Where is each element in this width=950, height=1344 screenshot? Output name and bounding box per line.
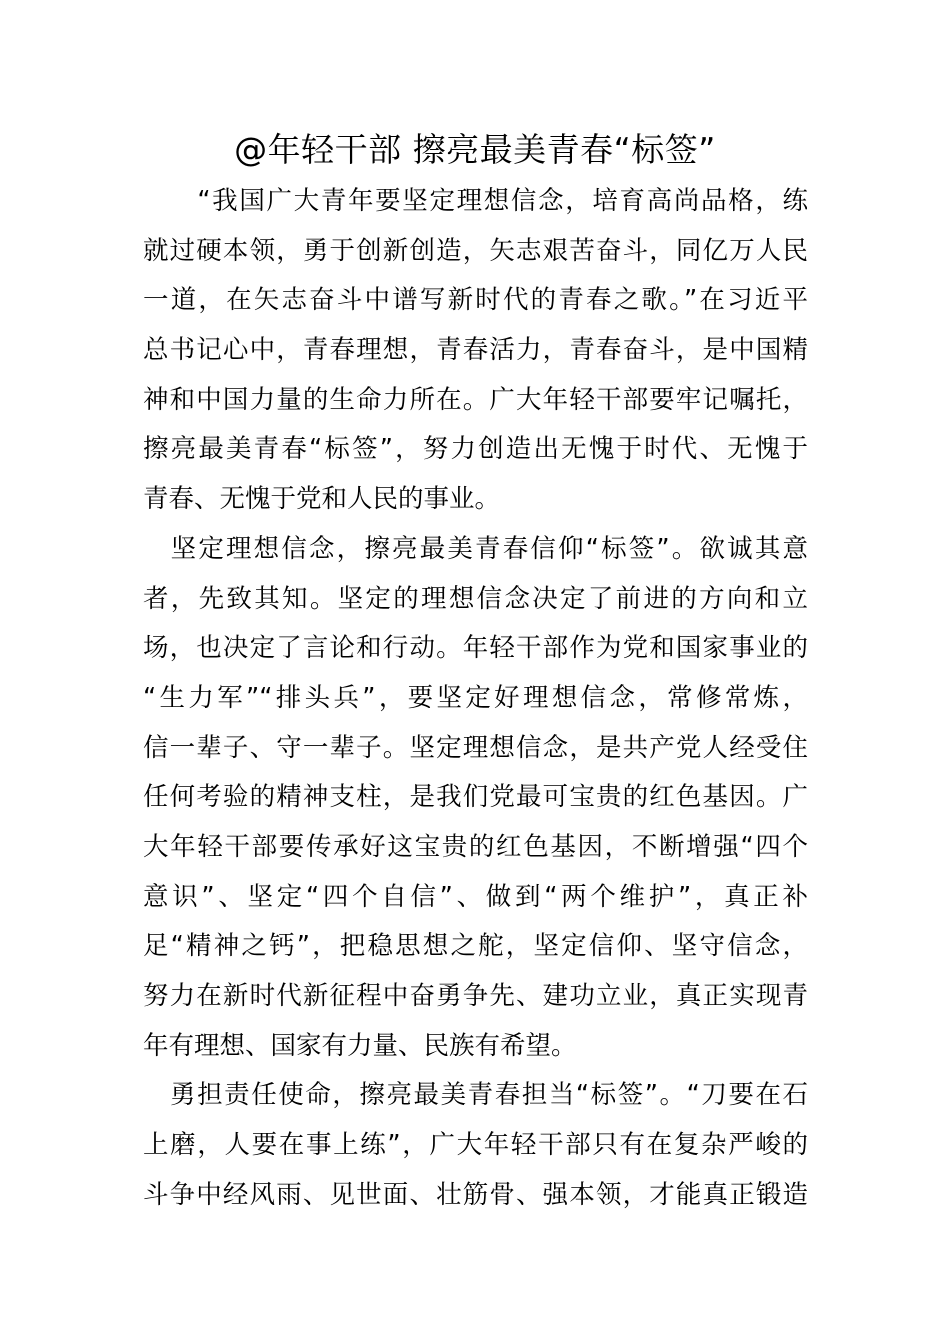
text-line: 意识”、坚定“四个自信”、做到“两个维护”，真正补 — [143, 881, 808, 912]
text-line: 擦亮最美青春“标签”，努力创造出无愧于时代、无愧于 — [143, 434, 808, 465]
text-line: 场，也决定了言论和行动。年轻干部作为党和国家事业的 — [143, 633, 808, 664]
text-line: 年有理想、国家有力量、民族有希望。 — [143, 1030, 577, 1061]
document-body — [143, 177, 808, 1220]
text-line: 坚定理想信念，擦亮最美青春信仰“标签”。欲诚其意 — [143, 533, 808, 564]
text-line: 大年轻干部要传承好这宝贵的红色基因，不断增强“四个 — [143, 831, 808, 862]
text-line: “我国广大青年要坚定理想信念，培育高尚品格，练 — [143, 186, 808, 216]
text-line: 信一辈子、守一辈子。坚定理想信念，是共产党人经受住 — [143, 732, 808, 763]
text-line: 者，先致其知。坚定的理想信念决定了前进的方向和立 — [143, 583, 808, 614]
text-line: 一道，在矢志奋斗中谱写新时代的青春之歌。”在习近平 — [143, 285, 808, 316]
text-line: 足“精神之钙”，把稳思想之舵，坚定信仰、坚守信念， — [143, 931, 808, 962]
text-line: 努力在新时代新征程中奋勇争先、建功立业，真正实现青 — [143, 981, 808, 1011]
paragraph-responsibility — [143, 1071, 808, 1220]
text-line: 斗争中经风雨、见世面、壮筋骨、强本领，才能真正锻造 — [143, 1179, 808, 1210]
paragraph-intro — [143, 177, 808, 525]
text-line: 总书记心中，青春理想，青春活力，青春奋斗，是中国精 — [143, 335, 808, 366]
text-line: “生力军”“排头兵”，要坚定好理想信念，常修常炼， — [143, 682, 808, 713]
paragraph-ideals — [143, 525, 808, 1072]
text-line: 青春、无愧于党和人民的事业。 — [143, 484, 501, 515]
text-line: 任何考验的精神支柱，是我们党最可宝贵的红色基因。广 — [143, 782, 808, 813]
document-title: @年轻干部 擦亮最美青春“标签” — [234, 130, 716, 169]
text-line: 神和中国力量的生命力所在。广大年轻干部要牢记嘱托， — [143, 384, 808, 415]
text-line: 上磨，人要在事上练”，广大年轻干部只有在复杂严峻的 — [143, 1130, 808, 1161]
text-line: 就过硬本领，勇于创新创造，矢志艰苦奋斗，同亿万人民 — [143, 235, 808, 266]
text-line: 勇担责任使命，擦亮最美青春担当“标签”。“刀要在石 — [143, 1080, 808, 1111]
